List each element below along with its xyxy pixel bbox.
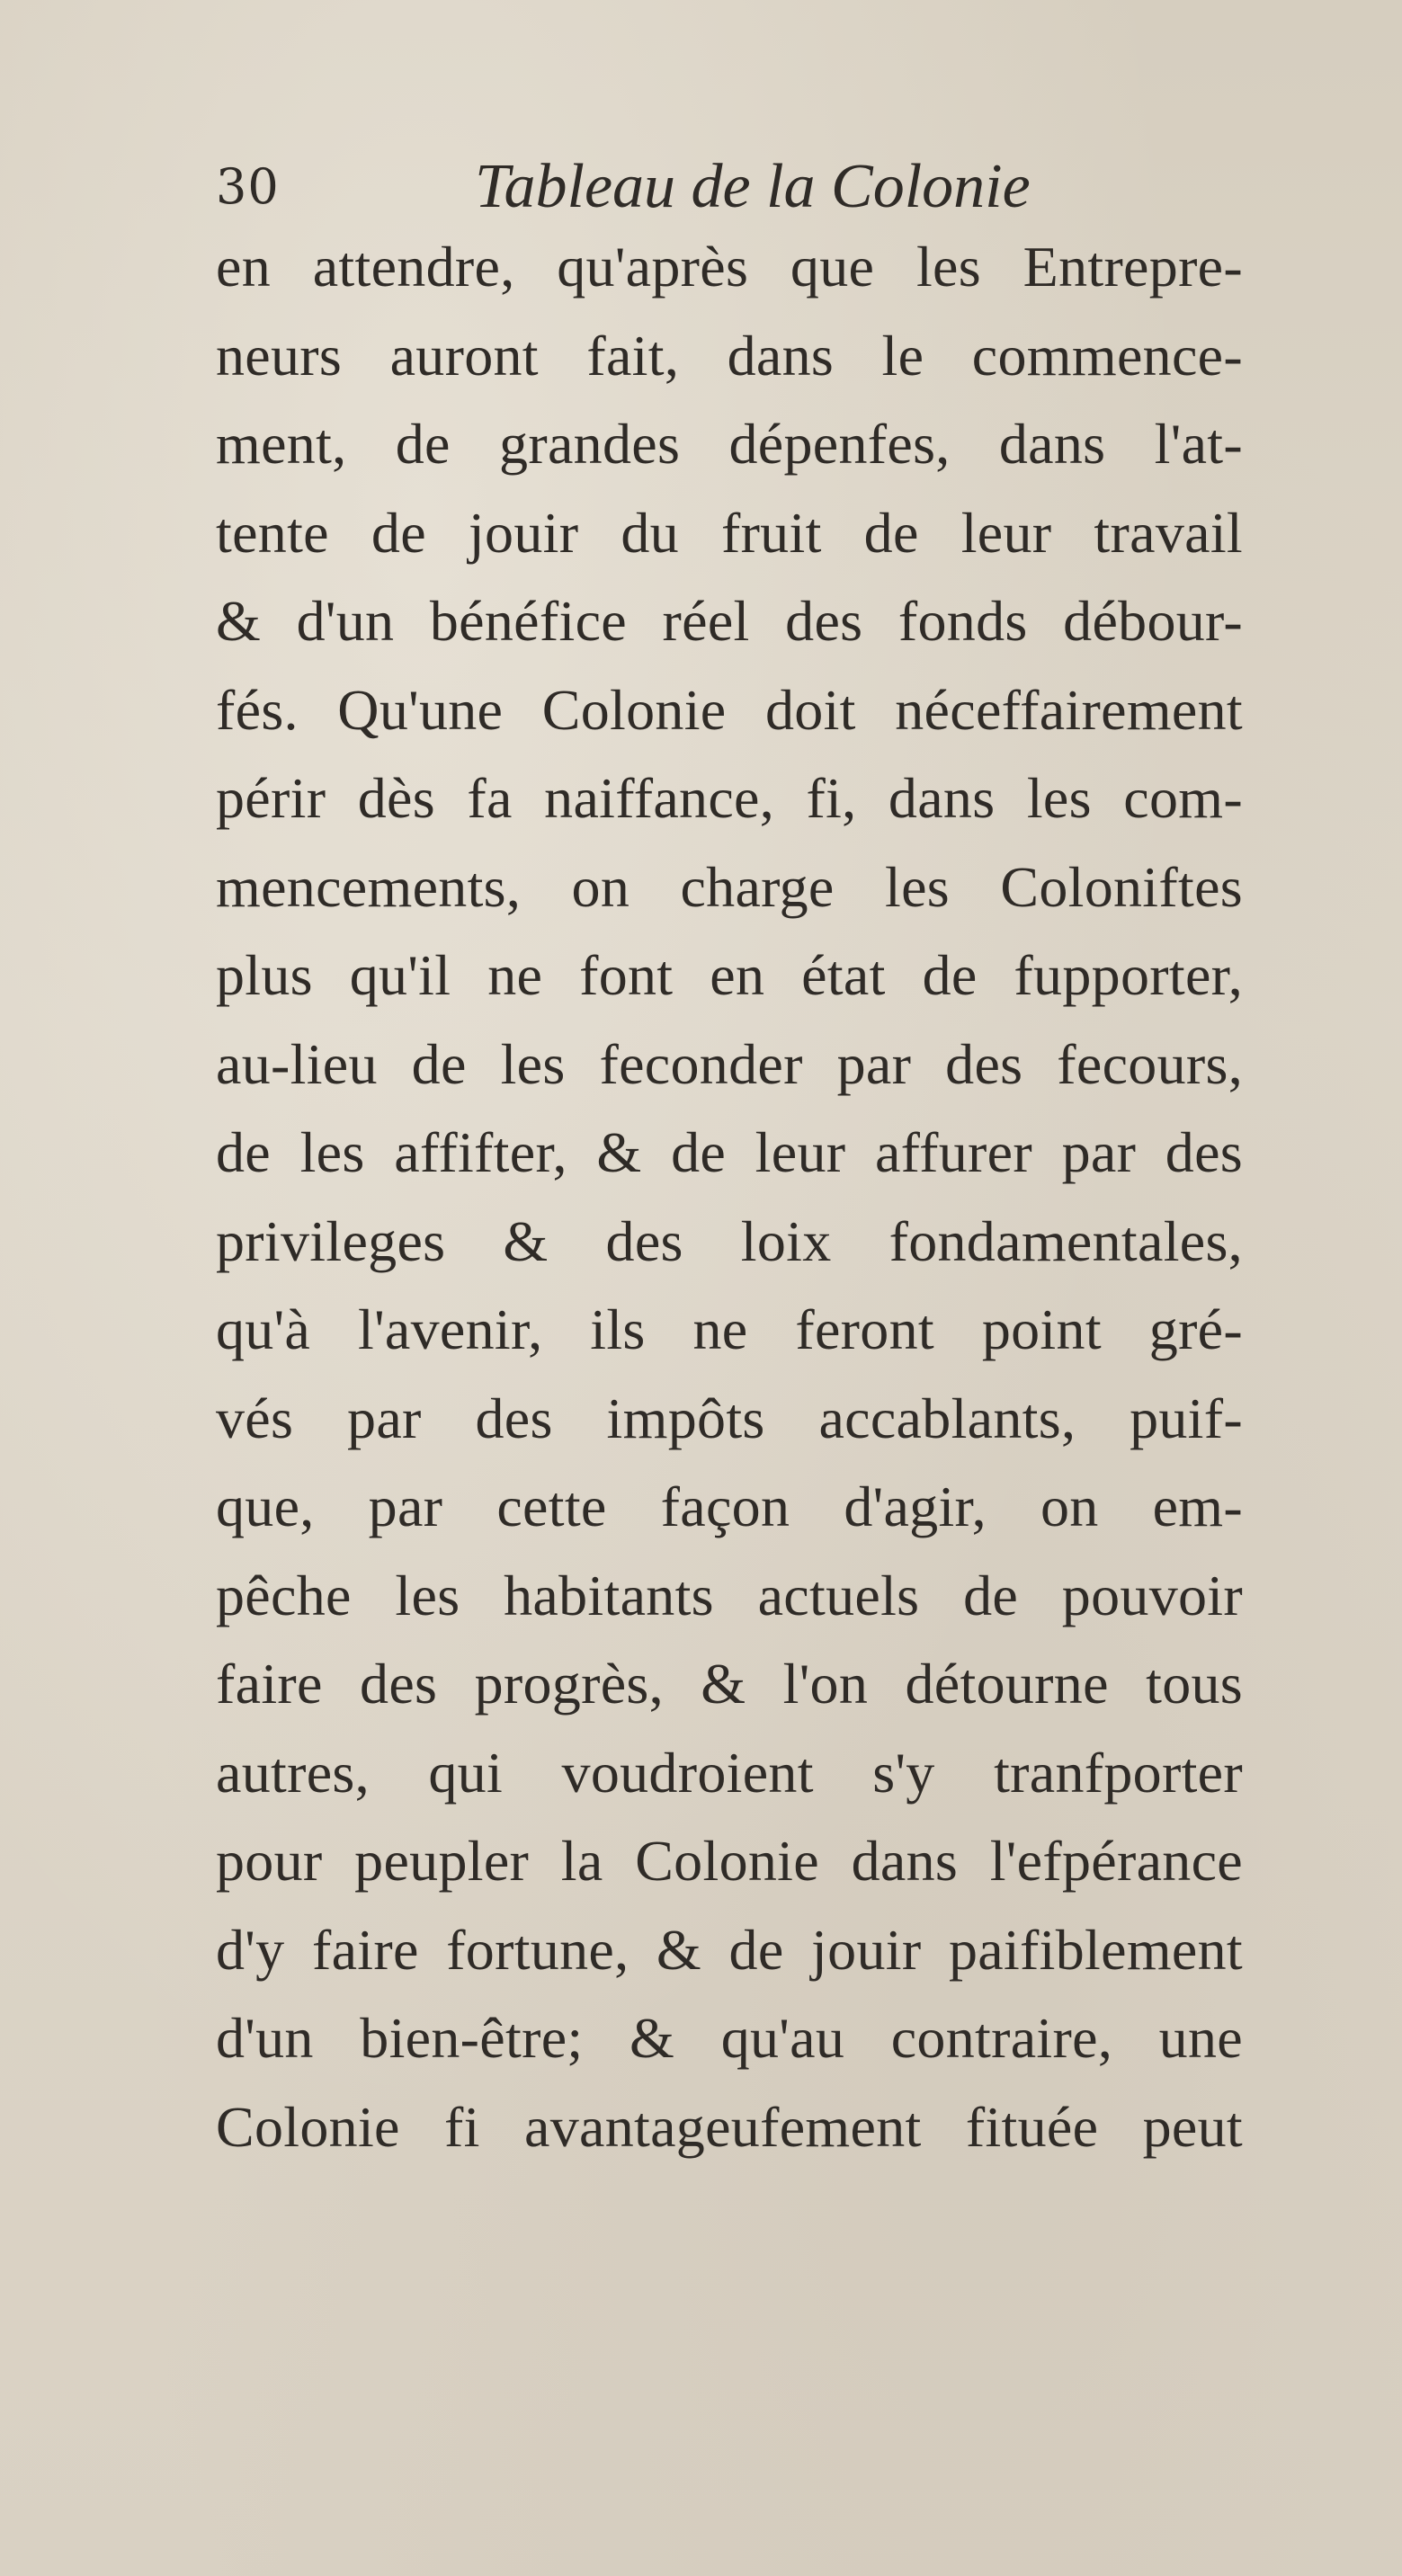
text-line: pour peupler la Colonie dans l'efpérance — [216, 1829, 1243, 1893]
page-number: 30 — [216, 158, 280, 215]
text-line: au-lieu de les feconder par des fecours, — [216, 1031, 1243, 1096]
text-line: tente de jouir du fruit de leur travail — [216, 500, 1243, 565]
text-line: & d'un bénéfice réel des fonds débour- — [216, 589, 1243, 653]
text-line: autres, qui voudroient s'y tranfporter — [216, 1740, 1243, 1805]
text-line: de les affifter, & de leur affurer par des — [216, 1120, 1243, 1184]
text-line: Colonie fi avantageufement fituée peut — [216, 2094, 1243, 2159]
text-line: périr dès fa naiffance, fi, dans les com- — [216, 766, 1243, 830]
text-line: d'un bien-être; & qu'au contraire, une — [216, 2006, 1243, 2070]
body-text — [216, 223, 1243, 2171]
text-line: plus qu'il ne font en état de fupporter, — [216, 943, 1243, 1007]
text-line: en attendre, qu'après que les Entrepre- — [216, 235, 1243, 299]
text-line: que, par cette façon d'agir, on em- — [216, 1475, 1243, 1538]
text-line: d'y faire fortune, & de jouir paifiblement — [216, 1917, 1243, 1982]
text-line: mencements, on charge les Coloniftes — [216, 854, 1243, 919]
text-line: faire des progrès, & l'on détourne tous — [216, 1652, 1243, 1716]
running-title: Tableau de la Colonie — [475, 152, 1031, 221]
text-line: privileges & des loix fondamentales, — [216, 1208, 1243, 1273]
text-line: ment, de grandes dépenfes, dans l'at- — [216, 412, 1243, 476]
text-line: qu'à l'avenir, ils ne feront point gré- — [216, 1297, 1243, 1361]
text-line: neurs auront fait, dans le commence- — [216, 323, 1243, 388]
text-line: fés. Qu'une Colonie doit néceffairement — [216, 677, 1243, 742]
text-line: vés par des impôts accablants, puif- — [216, 1386, 1243, 1450]
running-head — [216, 151, 1205, 223]
text-line: pêche les habitants actuels de pouvoir — [216, 1563, 1243, 1627]
